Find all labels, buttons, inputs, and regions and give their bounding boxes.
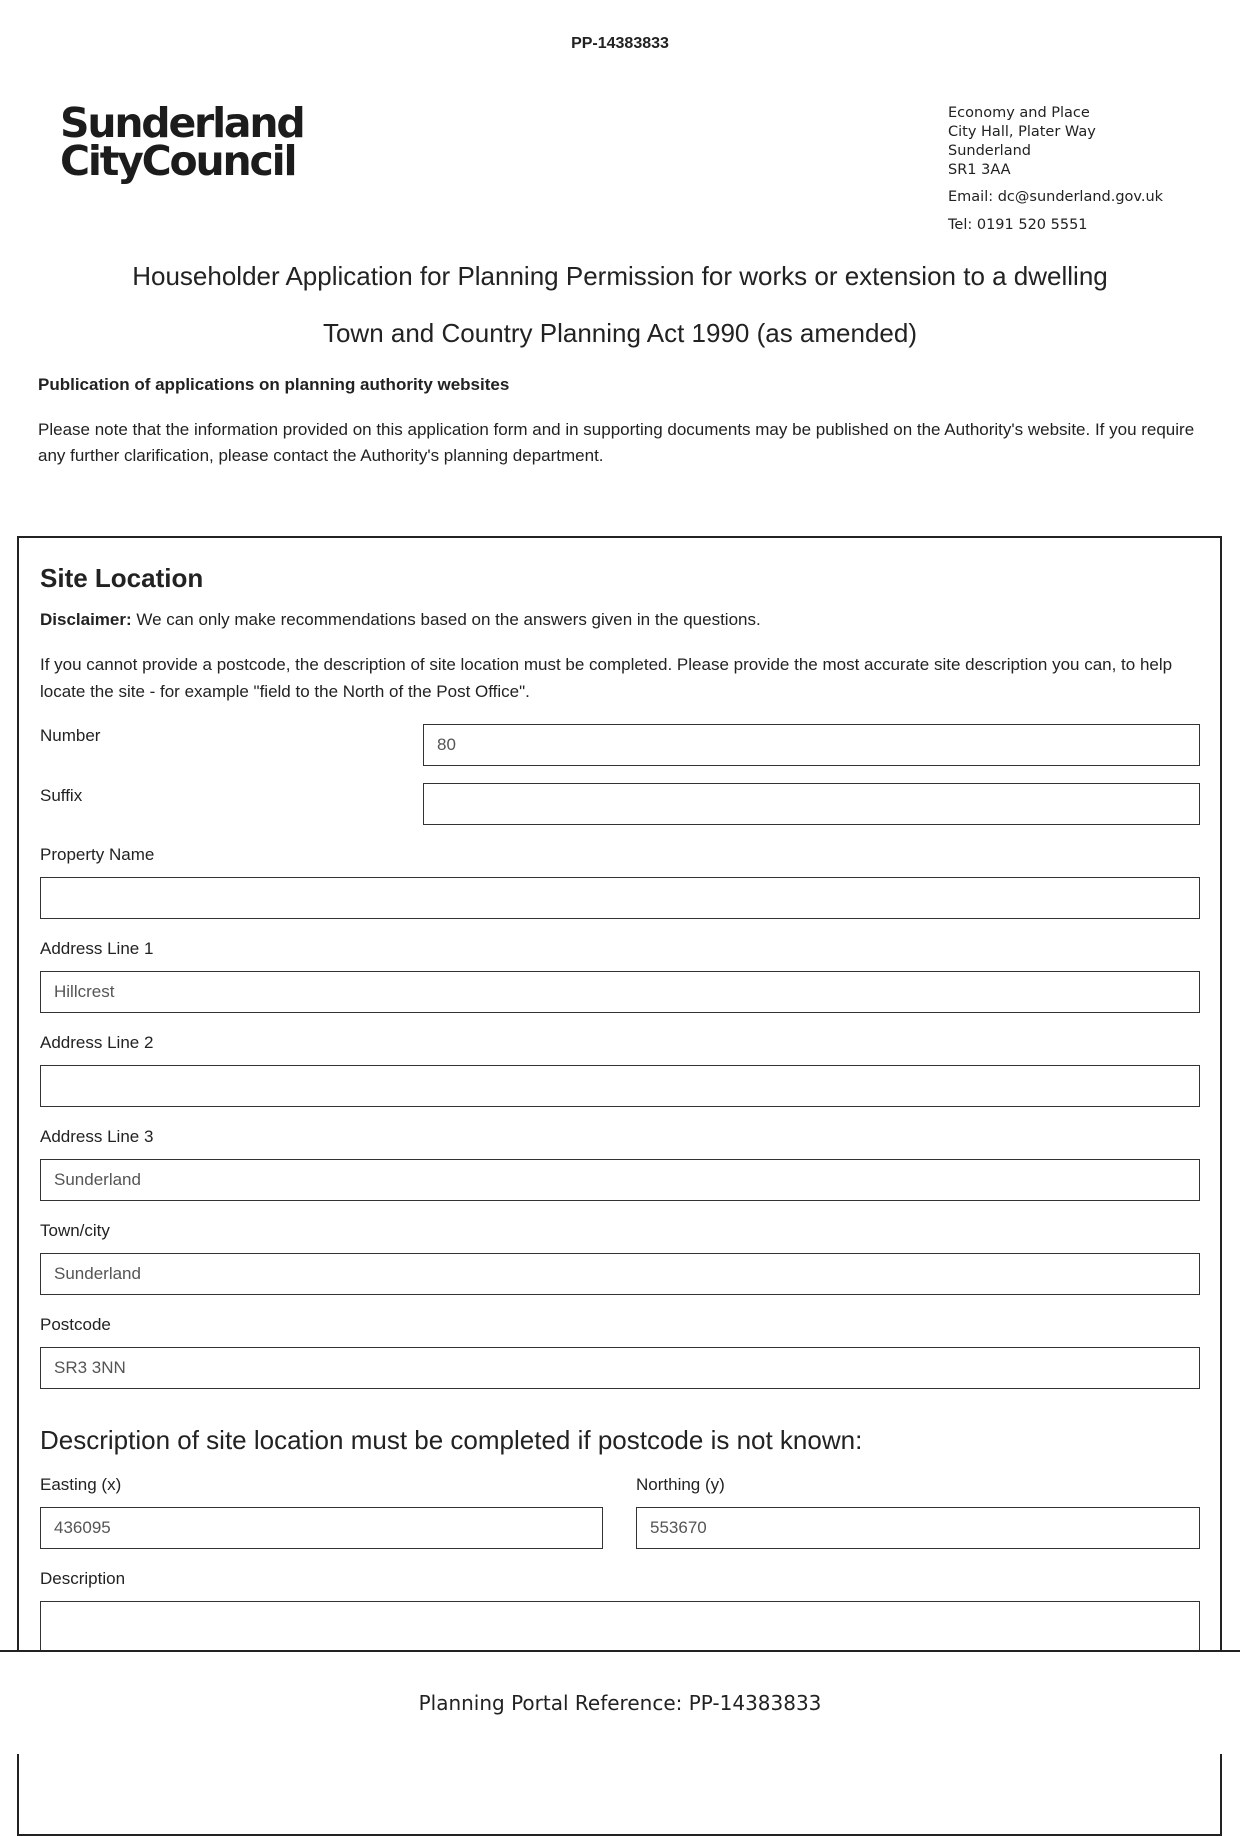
disclaimer (40, 610, 761, 630)
address-line-2-label: Address Line 2 (40, 1033, 154, 1052)
page-divider (0, 1650, 1240, 1652)
contact-block (948, 104, 1163, 235)
page-reference: PP-14383833 (571, 35, 669, 52)
instructions: If you cannot provide a postcode, the description of site location must be completed. Please provide the most accurate site description you can, to help locate the site - for example "field to the North of the Post Office". (40, 655, 1173, 701)
logo-line-2: CityCouncil (60, 137, 296, 185)
contact-department: Economy and Place (948, 105, 1090, 121)
number-label: Number (40, 726, 101, 745)
number-field[interactable]: 80 (423, 724, 1200, 766)
postcode-field[interactable]: SR3 3NN (40, 1347, 1200, 1389)
address-line-2-field[interactable] (40, 1065, 1200, 1107)
easting-label: Easting (x) (40, 1475, 122, 1494)
address-line-3-field[interactable]: Sunderland (40, 1159, 1200, 1201)
northing-field[interactable]: 553670 (636, 1507, 1200, 1549)
council-logo (60, 99, 304, 185)
form-title: Householder Application for Planning Permission for works or extension to a dwelling (132, 261, 1108, 291)
form-act: Town and Country Planning Act 1990 (as amended) (322, 318, 918, 348)
property-name-field[interactable] (40, 877, 1200, 919)
address-line-1-label: Address Line 1 (40, 939, 154, 958)
address-line-1-field[interactable]: Hillcrest (40, 971, 1200, 1013)
disclaimer-label: Disclaimer: (40, 610, 132, 629)
publication-text: Please note that the information provided on this application form and in supporting documents may be published on the Authority's website. If you require any further clarification, please contact the Authority's planning department. (38, 420, 1195, 465)
publication-heading: Publication of applications on planning authority websites (38, 375, 510, 394)
postcode-label: Postcode (40, 1315, 111, 1334)
description-label: Description (40, 1569, 126, 1588)
town-city-label: Town/city (40, 1221, 110, 1240)
contact-email: Email: dc@sunderland.gov.uk (948, 189, 1164, 205)
logo-line-1: Sunderland (60, 99, 304, 147)
disclaimer-text: We can only make recommendations based on the answers given in the questions. (131, 610, 761, 629)
property-name-label: Property Name (40, 845, 155, 864)
footer-reference: Planning Portal Reference: PP-14383833 (418, 1691, 822, 1715)
contact-postcode: SR1 3AA (948, 162, 1011, 178)
contact-address-1: City Hall, Plater Way (948, 124, 1096, 140)
description-heading: Description of site location must be completed if postcode is not known: (40, 1425, 863, 1455)
suffix-label: Suffix (40, 786, 83, 805)
easting-field[interactable]: 436095 (40, 1507, 603, 1549)
town-city-field[interactable]: Sunderland (40, 1253, 1200, 1295)
address-line-3-label: Address Line 3 (40, 1127, 154, 1146)
suffix-field[interactable] (423, 783, 1200, 825)
northing-label: Northing (y) (636, 1475, 725, 1494)
section-title: Site Location (40, 563, 204, 593)
contact-address-2: Sunderland (948, 143, 1031, 159)
contact-tel: Tel: 0191 520 5551 (948, 217, 1088, 233)
